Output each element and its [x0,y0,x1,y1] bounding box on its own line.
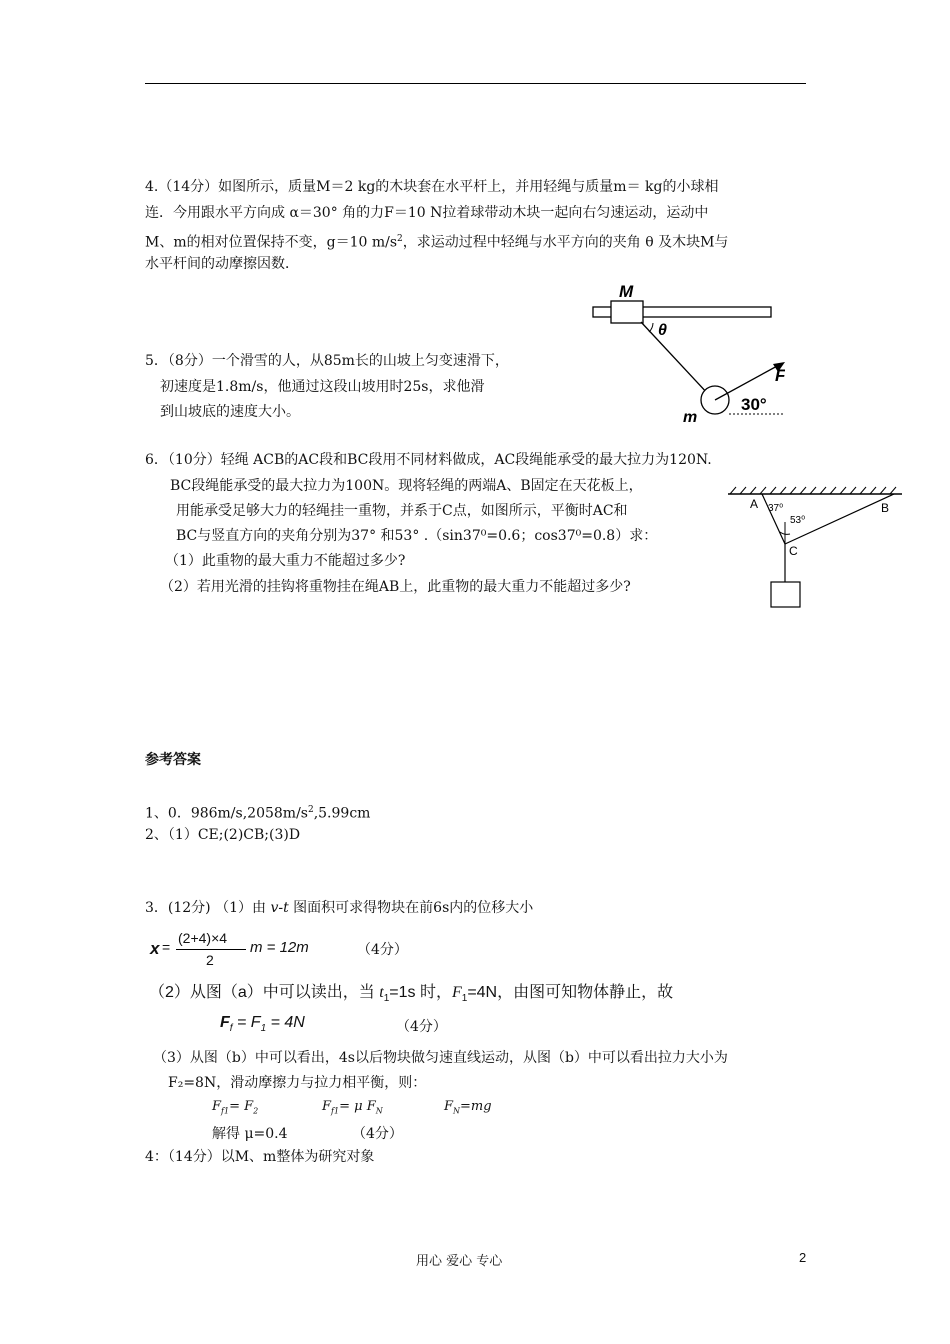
problem-4-line-3: M、m的相对位置保持不变，g＝10 $m/s^2$，求运动过程中轻绳与水平方向的夹角 θ 及木块M与 [145,234,729,251]
figure-rope-acb [726,482,906,612]
footer-motto: 用心 爱心 专心 [416,1254,503,1269]
rope [641,322,709,395]
answers-heading: 参考答案 [145,752,201,768]
answer-3-eq-friction: $F_{f1}= F_2$ [212,1099,259,1116]
theta-arc [649,323,653,332]
problem-6-line-2: BC段绳能承受的最大拉力为100N。现将轻绳的两端A、B固定在天花板上， [170,478,643,494]
problem-4-line-4: 水平杆间的动摩擦因数． [145,256,299,272]
label-m: m [683,409,698,426]
label-theta: θ [658,322,667,339]
answer-3-part-3-score: （4分） [352,1126,403,1142]
label-C: C [789,544,798,558]
answer-3-eq2-score: （4分） [396,1019,447,1035]
problem-6-line-1: 6．（10分）轻绳 ACB的AC段和BC段用不同材料做成，AC段绳能承受的最大拉力为120N. [145,452,712,468]
ceiling-hatch [730,487,896,494]
problem-5-line-1: 5．（8分）一个滑雪的人，从85m长的山坡上匀变速滑下， [145,353,509,369]
page-number: 2 [799,1250,807,1265]
label-30deg: 30° [741,395,767,414]
problem-6-line-4: BC与竖直方向的夹角分别为37° 和53° .（sin37⁰=0.6；cos37⁰=0.8）求： [176,528,658,544]
label-F: F [775,366,785,385]
answer-3-part-2: （2）从图（a）中可以读出，当 $t_1=1s$ 时，$F_1=4N$，由图可知物体静止，故 [149,984,674,1005]
problem-6-line-5: （1）此重物的最大重力不能超过多少? [165,553,406,569]
label-A: A [750,497,759,511]
figure-block-rope-ball [585,280,785,428]
rope-ac [762,494,785,544]
answer-3-eq-normal: $F_N=mg$ [444,1099,492,1116]
problem-5-line-2: 初速度是1.8m/s，他通过这段山坡用时25s，求他滑 [160,379,485,395]
problem-6-line-6: （2）若用光滑的挂钩将重物挂在绳AB上，此重物的最大重力不能超过多少? [160,579,631,595]
answer-3-eq-mu: $F_{f1}= \mu$ $F_N$ [322,1099,383,1116]
problem-4-line-1: 4.（14分）如图所示，质量M＝2 kg的木块套在水平杆上，并用轻绳与质量m＝ kg的小球相 [145,179,719,195]
problem-5-line-3: 到山坡底的速度大小。 [160,404,300,420]
answer-3-eq1-score: （4分） [357,942,408,958]
answer-3-part-3-line-1: （3）从图（b）中可以看出，4s以后物块做匀速直线运动，从图（b）中可以看出拉力大小为 [153,1050,728,1066]
weight-box [771,582,800,607]
answer-3-intro: 3．(12分) （1）由 v-t 图面积可求得物块在前6s内的位移大小 [145,900,534,916]
answer-4: 4：（14分）以M、m整体为研究对象 [145,1149,375,1165]
problem-4-line-2: 连．今用跟水平方向成 α＝30° 角的力F＝10 N拉着球带动木块一起向右匀速运动，运动中 [145,205,709,221]
label-53deg: 53⁰ [790,515,806,526]
label-M: M [619,282,634,301]
problem-6-line-3: 用能承受足够大力的轻绳挂一重物，并系于C点，如图所示，平衡时AC和 [176,503,628,519]
block-M [611,301,643,323]
answer-3-solution: 解得 μ=0.4 [212,1126,288,1142]
header-rule [145,83,806,84]
answer-1: 1、0．$986m/s,2058m/s^2,5.99cm$ [145,805,371,822]
label-37deg: 37⁰ [768,503,784,514]
answer-3-part-3-line-2: F₂=8N，滑动摩擦力与拉力相平衡，则： [168,1075,427,1091]
label-B: B [881,501,890,515]
answer-3-equation-2: $F_f = F_1 = 4N$ [220,1014,305,1035]
answer-2: 2、（1）CE;(2)CB;(3)D [145,827,301,843]
